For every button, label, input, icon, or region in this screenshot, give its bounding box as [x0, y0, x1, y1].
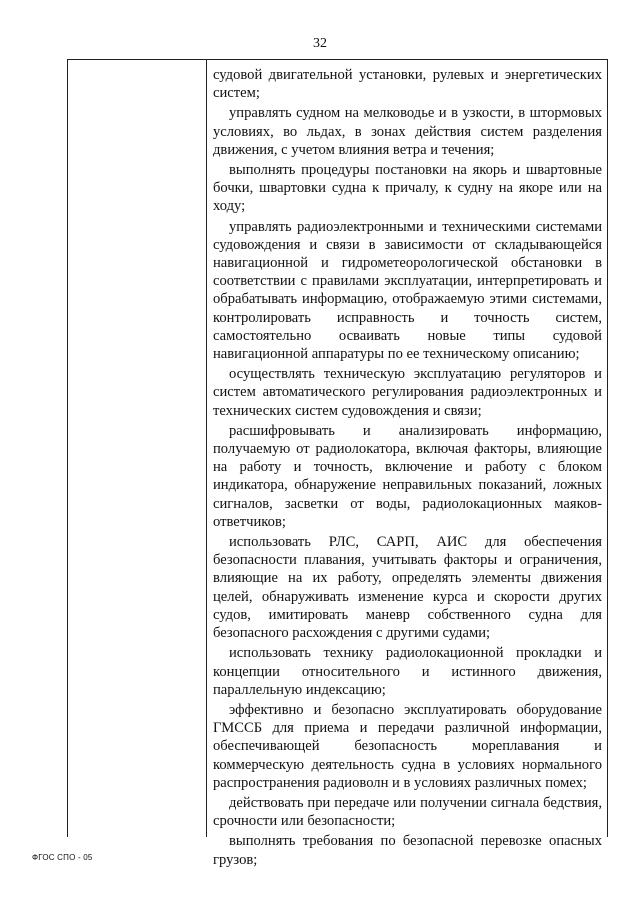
skill-paragraph: управлять судном на мелководье и в узкости, в штормовых условиях, во льдах, в зонах действия систем разделения движения, с учетом влияния ветра и течения; — [213, 105, 602, 158]
skill-paragraph: действовать при передаче или получении сигнала бедствия, срочности или безопасности; — [213, 794, 602, 830]
skill-paragraph: управлять радиоэлектронными и техническими системами судовождения и связи в зависимости от складывающейся навигационной и гидрометеорологической обстановки в соответствии с правилами эксплуатации, интерпретировать и обрабатывать информацию, отображаемую этими системами, контролировать исправность и точность систем, самостоятельно осваивать новые типы судовой навигационной аппаратуры по ее техническому описанию; — [213, 218, 602, 363]
skill-paragraph: судовой двигательной установки, рулевых и энергетических систем; — [213, 67, 602, 102]
skill-paragraph: использовать РЛС, САРП, АИС для обеспечения безопасности плавания, учитывать факторы и ограничения, влияющие на их работу, определять элементы движения целей, обнаруживать изменение курса и скорости других судов, имитировать маневр собственного судна для безопасного расхождения с другими судами; — [213, 534, 602, 642]
page-number: 32 — [313, 36, 327, 51]
skill-paragraph: эффективно и безопасно эксплуатировать оборудование ГМССБ для приема и передачи различной информации, обеспечивающей безопасность мореплавания и коммерческую деятельность судна в условиях нормального распространения радиоволн и в условиях различных помех; — [213, 701, 602, 791]
skill-paragraph: осуществлять техническую эксплуатацию регуляторов и систем автоматического регулирования радиоэлектронных и технических систем судовождения и связи; — [213, 366, 602, 419]
table-right-cell — [213, 66, 602, 871]
table-left-cell — [68, 60, 207, 837]
footer-code: ФГОС СПО - 05 — [32, 853, 93, 862]
skill-paragraph: использовать технику радиолокационной прокладки и концепции относительного и истинного движения, параллельную индексацию; — [213, 645, 602, 698]
skill-paragraph: выполнять требования по безопасной перевозке опасных грузов; — [213, 833, 602, 868]
skill-paragraph: расшифровывать и анализировать информацию, получаемую от радиолокатора, включая факторы, влияющие на работу и точность, включение и работу с блоком индикатора, обнаружение неправильных показаний, ложных сигналов, засветки от воды, радиолокационных маяков-ответчиков; — [213, 422, 602, 530]
content-table — [67, 59, 608, 868]
skill-paragraph: выполнять процедуры постановки на якорь и швартовные бочки, швартовки судна к причалу, к судну на якоре или на ходу; — [213, 162, 602, 215]
